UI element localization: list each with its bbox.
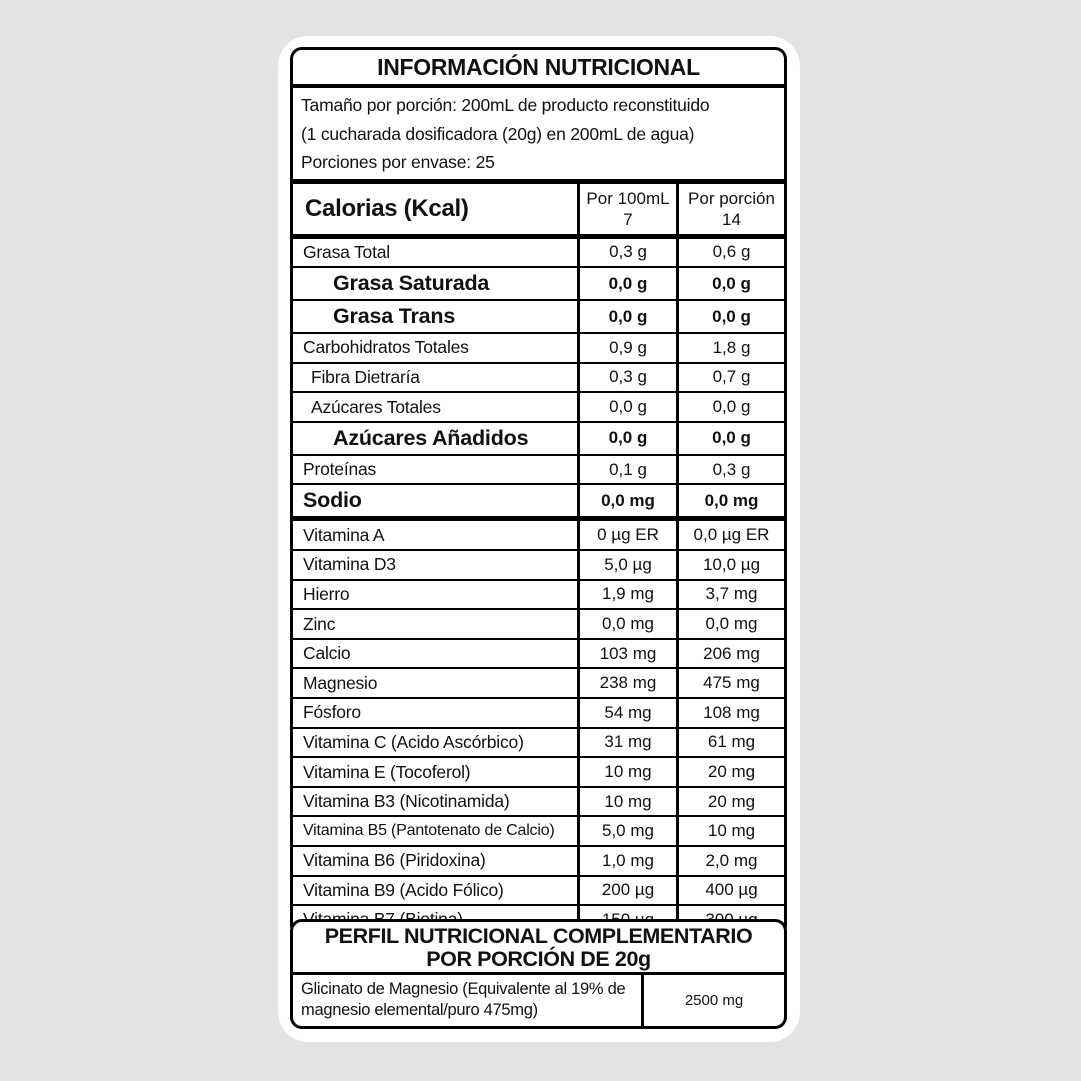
nutrient-name: Vitamina E (Tocoferol) [303, 761, 471, 782]
nutrient-row [293, 521, 784, 551]
nutrient-row [293, 551, 784, 581]
supplement-title-line1: PERFIL NUTRICIONAL COMPLEMENTARIO [324, 924, 753, 948]
nutrient-per-portion-value: 0,0 g [676, 268, 784, 299]
nutrient-per-100ml-value: 200 µg [577, 877, 676, 905]
nutrient-per-100ml-value: 10 mg [577, 758, 676, 786]
nutrient-name: Vitamina D3 [303, 554, 396, 575]
per-portion-column-header [676, 184, 784, 234]
nutrient-per-portion-value: 475 mg [676, 669, 784, 697]
nutrient-rows [293, 239, 784, 934]
nutrient-row [293, 581, 784, 611]
nutrient-name: Azúcares Totales [311, 396, 441, 417]
nutrient-per-100ml-value: 103 mg [577, 640, 676, 668]
nutrient-row [293, 423, 784, 456]
calories-label: Calorias (Kcal) [305, 194, 469, 222]
supplement-ingredient-value: 2500 mg [641, 975, 784, 1026]
nutrient-name: Vitamina B5 (Pantotenato de Calcio) [303, 822, 555, 840]
nutrient-name: Azúcares Añadidos [333, 425, 529, 450]
nutrient-per-100ml-value: 0 µg ER [577, 521, 676, 549]
nutrient-per-portion-value: 0,0 mg [676, 485, 784, 516]
supplement-title [293, 922, 784, 975]
nutrient-row [293, 268, 784, 301]
nutrient-per-portion-value: 206 mg [676, 640, 784, 668]
nutrient-row [293, 364, 784, 394]
nutrient-row [293, 301, 784, 334]
nutrient-per-100ml-value: 0,9 g [577, 334, 676, 362]
nutrient-name: Carbohidratos Totales [303, 337, 469, 358]
nutrient-per-portion-value: 20 mg [676, 758, 784, 786]
nutrient-row [293, 610, 784, 640]
supplement-ingredient-label: Glicinato de Magnesio (Equivalente al 19% de magnesio elemental/puro 475mg) [301, 980, 626, 1019]
nutrient-name: Proteínas [303, 459, 377, 480]
nutrient-per-100ml-value: 54 mg [577, 699, 676, 727]
nutrient-name: Grasa Saturada [333, 271, 490, 296]
nutrient-per-100ml-value: 1,0 mg [577, 847, 676, 875]
nutrient-name: Vitamina B3 (Nicotinamida) [303, 791, 510, 812]
nutrient-per-portion-value: 1,8 g [676, 334, 784, 362]
nutrient-name: Vitamina B9 (Acido Fólico) [303, 879, 504, 900]
nutrient-per-100ml-value: 0,0 g [577, 393, 676, 421]
nutrient-per-portion-value: 400 µg [676, 877, 784, 905]
nutrient-per-100ml-value: 5,0 µg [577, 551, 676, 579]
nutrient-per-portion-value: 0,0 g [676, 423, 784, 454]
nutrient-name: Vitamina B6 (Piridoxina) [303, 850, 486, 871]
serving-scoop-line: (1 cucharada dosificadora (20g) en 200mL de agua) [301, 123, 695, 144]
nutrition-label-card [278, 36, 800, 1042]
nutrient-row [293, 640, 784, 670]
calories-per-100ml-value: 7 [623, 209, 633, 229]
nutrient-row [293, 817, 784, 847]
nutrient-name: Vitamina C (Acido Ascórbico) [303, 731, 524, 752]
nutrient-row [293, 729, 784, 759]
nutrient-per-portion-value: 0,3 g [676, 456, 784, 484]
nutrient-per-100ml-value: 10 mg [577, 788, 676, 816]
nutrient-per-100ml-value: 31 mg [577, 729, 676, 757]
nutrient-per-100ml-value: 0,1 g [577, 456, 676, 484]
nutrient-per-portion-value: 0,0 mg [676, 610, 784, 638]
supplement-row [293, 975, 784, 1026]
nutrient-row [293, 239, 784, 269]
nutrient-row [293, 485, 784, 521]
nutrient-per-100ml-value: 0,0 g [577, 423, 676, 454]
nutrient-per-100ml-value: 0,0 g [577, 268, 676, 299]
nutrient-per-100ml-value: 0,0 mg [577, 485, 676, 516]
serving-size-line: Tamaño por porción: 200mL de producto reconstituido [301, 95, 710, 115]
nutrient-per-100ml-value: 1,9 mg [577, 581, 676, 609]
nutrient-per-portion-value: 61 mg [676, 729, 784, 757]
nutrient-name: Vitamina A [303, 524, 385, 545]
nutrient-name: Fósforo [303, 702, 361, 723]
nutrient-per-portion-value: 3,7 mg [676, 581, 784, 609]
nutrient-row [293, 393, 784, 423]
servings-per-container-line: Porciones por envase: 25 [301, 152, 495, 172]
nutrient-row [293, 456, 784, 486]
nutrient-per-portion-value: 10 mg [676, 817, 784, 845]
nutrient-per-100ml-value: 0,3 g [577, 239, 676, 267]
nutrient-per-portion-value: 0,0 µg ER [676, 521, 784, 549]
nutrient-name: Hierro [303, 583, 350, 604]
nutrient-per-100ml-value: 0,0 g [577, 301, 676, 332]
nutrient-name: Zinc [303, 613, 336, 634]
nutrient-name: Grasa Trans [333, 304, 456, 329]
nutrient-per-100ml-value: 5,0 mg [577, 817, 676, 845]
nutrient-row [293, 847, 784, 877]
nutrient-row [293, 334, 784, 364]
nutrient-row [293, 877, 784, 907]
supplement-profile-table [290, 919, 787, 1029]
nutrient-name: Magnesio [303, 672, 378, 693]
nutrition-facts-table [290, 47, 787, 937]
per-100ml-column-header [577, 184, 676, 234]
nutrient-row [293, 758, 784, 788]
calories-per-portion-value: 14 [722, 209, 741, 229]
nutrient-per-portion-value: 0,6 g [676, 239, 784, 267]
table-title: INFORMACIÓN NUTRICIONAL [293, 50, 784, 88]
nutrient-per-100ml-value: 238 mg [577, 669, 676, 697]
nutrient-name: Calcio [303, 643, 351, 664]
nutrient-row [293, 788, 784, 818]
nutrient-name: Sodio [303, 488, 362, 513]
nutrient-per-portion-value: 0,0 g [676, 301, 784, 332]
nutrient-per-portion-value: 108 mg [676, 699, 784, 727]
nutrient-row [293, 699, 784, 729]
nutrient-per-100ml-value: 0,3 g [577, 364, 676, 392]
per-100ml-header-text: Por 100mL [586, 188, 670, 208]
calories-row [293, 184, 784, 239]
nutrient-row [293, 669, 784, 699]
serving-info [293, 88, 784, 184]
supplement-title-line2: POR PORCIÓN DE 20g [426, 946, 651, 971]
nutrient-per-portion-value: 10,0 µg [676, 551, 784, 579]
nutrient-per-portion-value: 0,7 g [676, 364, 784, 392]
nutrient-per-portion-value: 2,0 mg [676, 847, 784, 875]
per-portion-header-text: Por porción [688, 188, 775, 208]
nutrient-name: Grasa Total [303, 241, 390, 262]
nutrient-name: Fibra Dietraría [311, 366, 420, 387]
nutrient-per-portion-value: 0,0 g [676, 393, 784, 421]
nutrient-per-100ml-value: 0,0 mg [577, 610, 676, 638]
nutrient-per-portion-value: 20 mg [676, 788, 784, 816]
